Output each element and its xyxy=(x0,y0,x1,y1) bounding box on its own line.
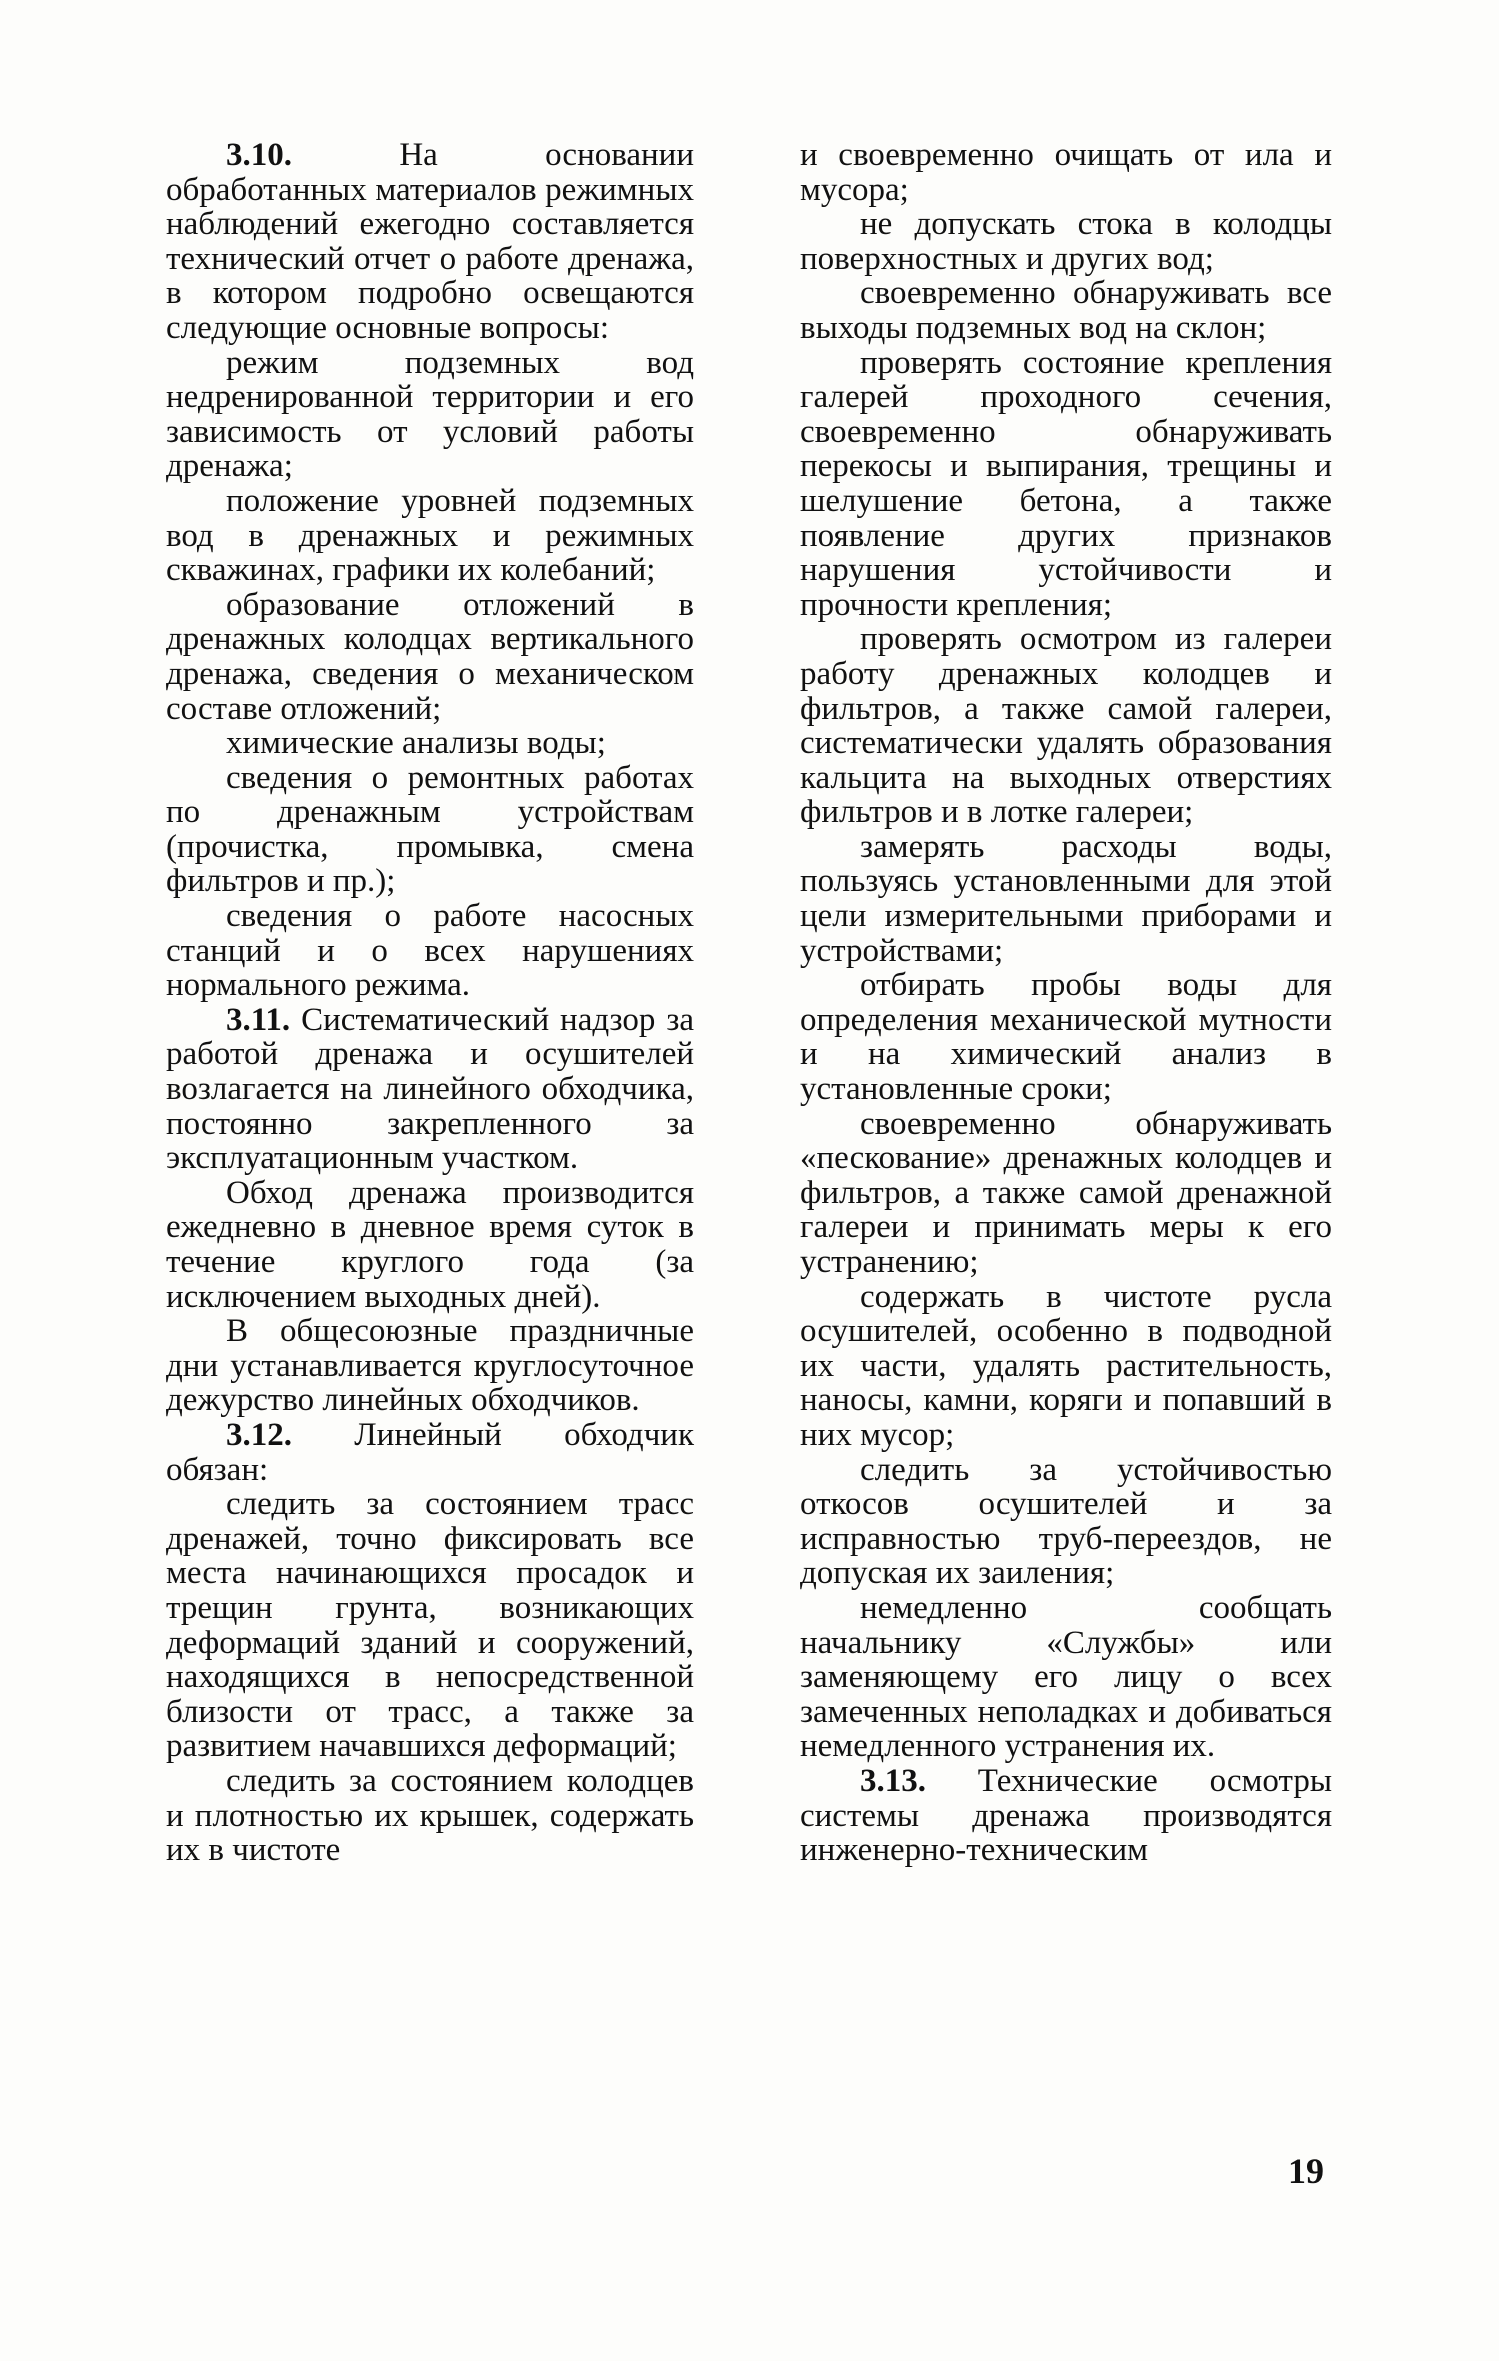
list-item-continued: и своевременно очищать от ила и мусора; xyxy=(800,137,1332,208)
list-item: содержать в чистоте русла осушителей, особенно в подводной их части, удалять растительность, наносы, камни, коряги и попавший в них мусор; xyxy=(800,1278,1332,1453)
list-item: немедленно сообщать начальнику «Службы» или заменяющему его лицу о всех замеченных неполадках и добиваться немедленного устранения их. xyxy=(800,1589,1332,1765)
list-item: отбирать пробы воды для определения механической мутности и на химический анализ в установленные сроки; xyxy=(800,967,1332,1108)
list-item: своевременно обнаруживать «пескование» дренажных колодцев и фильтров, а также самой дренажной галереи и принимать меры к его устранению; xyxy=(800,1105,1332,1280)
list-item: замерять расходы воды, пользуясь установленными для этой цели измерительными приборами и устройствами; xyxy=(800,828,1332,969)
list-item: химические анализы воды; xyxy=(226,725,606,762)
list-item: не допускать стока в колодцы поверхностных и других вод; xyxy=(800,206,1332,277)
clause-number: 3.11. xyxy=(226,1001,291,1038)
list-item: сведения о ремонтных работах по дренажным устройствам (прочистка, промывка, смена фильтров и пр.); xyxy=(166,759,694,900)
paragraph-3-13 xyxy=(800,1764,1332,1868)
paragraph-text: Систематический надзор за работой дренажа и осушителей возлагается на линейного обходчика, постоянно закрепленного за эксплуатационным участком. xyxy=(166,1001,694,1177)
list-item: проверять состояние крепления галерей проходного сечения, своевременно обнаруживать перекосы и выпирания, трещины и шелушение бетона, а также появление других признаков нарушения устойчивости и прочности крепления; xyxy=(800,344,1332,623)
list-item: своевременно обнаруживать все выходы подземных вод на склон; xyxy=(800,275,1332,346)
paragraph-3-10 xyxy=(166,138,694,346)
list-item: следить за состоянием трасс дренажей, точно фиксировать все места начинающихся просадок и трещин грунта, возникающих деформаций зданий и сооружений, находящихся в непосредственной близости от трасс, а также за развитием начавшихся деформаций; xyxy=(166,1486,694,1765)
paragraph-text: Линейный обходчик обязан: xyxy=(166,1416,694,1488)
list-item: режим подземных вод недренированной территории и его зависимость от условий работы дренажа; xyxy=(166,344,694,485)
clause-number: 3.13. xyxy=(860,1762,926,1799)
paragraph: В общесоюзные праздничные дни устанавливается круглосуточное дежурство линейных обходчиков. xyxy=(166,1313,694,1419)
paragraph-3-12 xyxy=(166,1418,694,1487)
list-item: следить за состоянием колодцев и плотностью их крышек, содержать их в чистоте xyxy=(166,1762,694,1869)
clause-number: 3.12. xyxy=(226,1416,292,1453)
page-number: 19 xyxy=(1288,2151,1324,2191)
list-item: следить за устойчивостью откосов осушителей и за исправностью труб-переездов, не допуская их заиления; xyxy=(800,1451,1332,1592)
paragraph: Обход дренажа производится ежедневно в дневное время суток в течение круглого года (за исключением выходных дней). xyxy=(166,1174,694,1315)
list-item: проверять осмотром из галереи работу дренажных колодцев и фильтров, а также самой галереи, систематически удалять образования кальцита на выходных отверстиях фильтров и в лотке галереи; xyxy=(800,621,1332,831)
left-column xyxy=(166,138,694,1868)
clause-number: 3.10. xyxy=(226,137,292,173)
right-column xyxy=(800,138,1332,1868)
paragraph-text: Технические осмотры системы дренажа производятся инженерно-техническим xyxy=(800,1762,1332,1869)
list-item: положение уровней подземных вод в дренажных и режимных скважинах, графики их колебаний; xyxy=(166,482,694,589)
paragraph-3-11 xyxy=(166,1003,694,1176)
list-item: образование отложений в дренажных колодцах вертикального дренажа, сведения о механическом составе отложений; xyxy=(166,586,694,727)
paragraph-text: На основании обработанных материалов режимных наблюдений ежегодно составляется технический отчет о работе дренажа, в котором подробно освещаются следующие основные вопросы: xyxy=(166,137,694,346)
list-item: сведения о работе насосных станций и о всех нарушениях нормального режима. xyxy=(166,898,694,1004)
